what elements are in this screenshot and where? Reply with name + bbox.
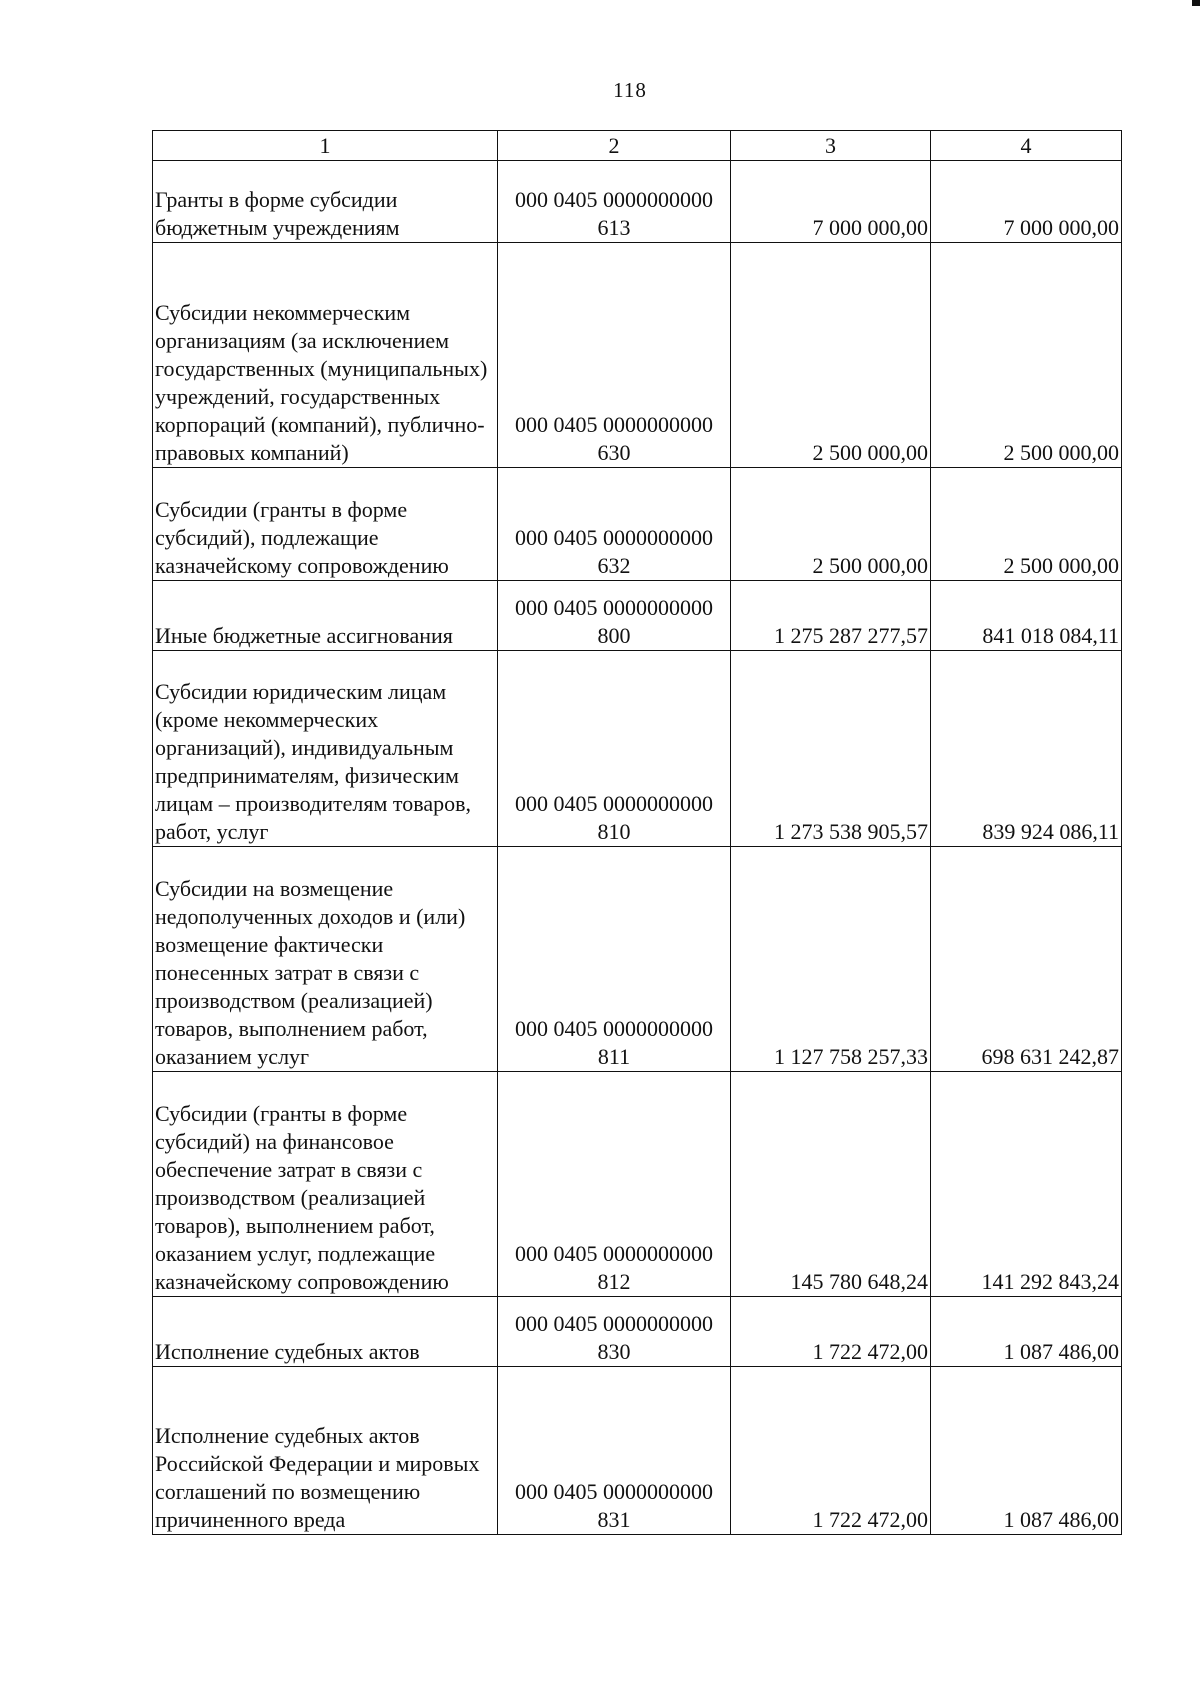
row-value-4: 839 924 086,11 bbox=[931, 651, 1122, 847]
header-col-1: 1 bbox=[153, 131, 498, 161]
row-name: Субсидии юридическим лицам (кроме некоммерческих организаций), индивидуальным предпринимателям, физическим лицам – производителям товаров, работ, услуг bbox=[153, 651, 498, 847]
code-type: 811 bbox=[597, 1044, 631, 1069]
code-type: 632 bbox=[597, 553, 631, 578]
row-value-3: 1 722 472,00 bbox=[731, 1297, 931, 1367]
table-row bbox=[153, 651, 1122, 847]
row-code bbox=[498, 243, 731, 468]
table-header-row bbox=[153, 131, 1122, 161]
row-value-3: 1 273 538 905,57 bbox=[731, 651, 931, 847]
row-value-3: 2 500 000,00 bbox=[731, 243, 931, 468]
row-value-4: 698 631 242,87 bbox=[931, 847, 1122, 1072]
row-code bbox=[498, 1367, 731, 1535]
row-value-4: 2 500 000,00 bbox=[931, 468, 1122, 581]
row-code bbox=[498, 1072, 731, 1297]
header-col-3: 3 bbox=[731, 131, 931, 161]
table-row bbox=[153, 1297, 1122, 1367]
header-col-4: 4 bbox=[931, 131, 1122, 161]
row-code bbox=[498, 161, 731, 243]
row-value-4: 1 087 486,00 bbox=[931, 1297, 1122, 1367]
code-type: 830 bbox=[597, 1339, 631, 1364]
code-type: 812 bbox=[597, 1269, 631, 1294]
row-value-3: 7 000 000,00 bbox=[731, 161, 931, 243]
code-main: 000 0405 0000000000 bbox=[515, 1016, 713, 1041]
table-row bbox=[153, 847, 1122, 1072]
row-code bbox=[498, 468, 731, 581]
row-value-4: 841 018 084,11 bbox=[931, 581, 1122, 651]
row-value-3: 1 127 758 257,33 bbox=[731, 847, 931, 1072]
code-type: 613 bbox=[597, 215, 631, 240]
table-row bbox=[153, 243, 1122, 468]
code-main: 000 0405 0000000000 bbox=[515, 412, 713, 437]
table-row bbox=[153, 581, 1122, 651]
row-value-3: 2 500 000,00 bbox=[731, 468, 931, 581]
row-value-3: 1 275 287 277,57 bbox=[731, 581, 931, 651]
code-main: 000 0405 0000000000 bbox=[515, 791, 713, 816]
row-code bbox=[498, 847, 731, 1072]
code-main: 000 0405 0000000000 bbox=[515, 525, 713, 550]
code-main: 000 0405 0000000000 bbox=[515, 595, 713, 620]
table-row bbox=[153, 468, 1122, 581]
code-type: 800 bbox=[597, 623, 631, 648]
code-main: 000 0405 0000000000 bbox=[515, 1241, 713, 1266]
budget-table bbox=[152, 130, 1122, 1535]
row-name: Субсидии на возмещение недополученных доходов и (или) возмещение фактически понесенных затрат в связи с производством (реализацией) товаров, выполнением работ, оказанием услуг bbox=[153, 847, 498, 1072]
row-code bbox=[498, 1297, 731, 1367]
row-value-4: 2 500 000,00 bbox=[931, 243, 1122, 468]
code-main: 000 0405 0000000000 bbox=[515, 1479, 713, 1504]
page-number: 118 bbox=[613, 78, 647, 102]
code-type: 831 bbox=[597, 1507, 631, 1532]
row-value-4: 1 087 486,00 bbox=[931, 1367, 1122, 1535]
row-value-4: 141 292 843,24 bbox=[931, 1072, 1122, 1297]
code-type: 630 bbox=[597, 440, 631, 465]
row-name: Субсидии (гранты в форме субсидий), подлежащие казначейскому сопровождению bbox=[153, 468, 498, 581]
row-name: Субсидии некоммерческим организациям (за исключением государственных (муниципальных) учреждений, государственных корпораций (компаний), публично-правовых компаний) bbox=[153, 243, 498, 468]
code-main: 000 0405 0000000000 bbox=[515, 1311, 713, 1336]
row-name: Иные бюджетные ассигнования bbox=[153, 581, 498, 651]
scan-mark bbox=[1192, 0, 1200, 6]
row-value-3: 1 722 472,00 bbox=[731, 1367, 931, 1535]
code-type: 810 bbox=[597, 819, 631, 844]
row-name: Исполнение судебных актов Российской Федерации и мировых соглашений по возмещению причиненного вреда bbox=[153, 1367, 498, 1535]
row-code bbox=[498, 651, 731, 847]
table-row bbox=[153, 1072, 1122, 1297]
row-name: Субсидии (гранты в форме субсидий) на финансовое обеспечение затрат в связи с производством (реализацией товаров), выполнением работ, оказанием услуг, подлежащие казначейскому сопровождению bbox=[153, 1072, 498, 1297]
header-col-2: 2 bbox=[498, 131, 731, 161]
row-value-4: 7 000 000,00 bbox=[931, 161, 1122, 243]
table-row bbox=[153, 161, 1122, 243]
row-value-3: 145 780 648,24 bbox=[731, 1072, 931, 1297]
row-name: Гранты в форме субсидии бюджетным учреждениям bbox=[153, 161, 498, 243]
row-name: Исполнение судебных актов bbox=[153, 1297, 498, 1367]
table-row bbox=[153, 1367, 1122, 1535]
row-code bbox=[498, 581, 731, 651]
code-main: 000 0405 0000000000 bbox=[515, 187, 713, 212]
